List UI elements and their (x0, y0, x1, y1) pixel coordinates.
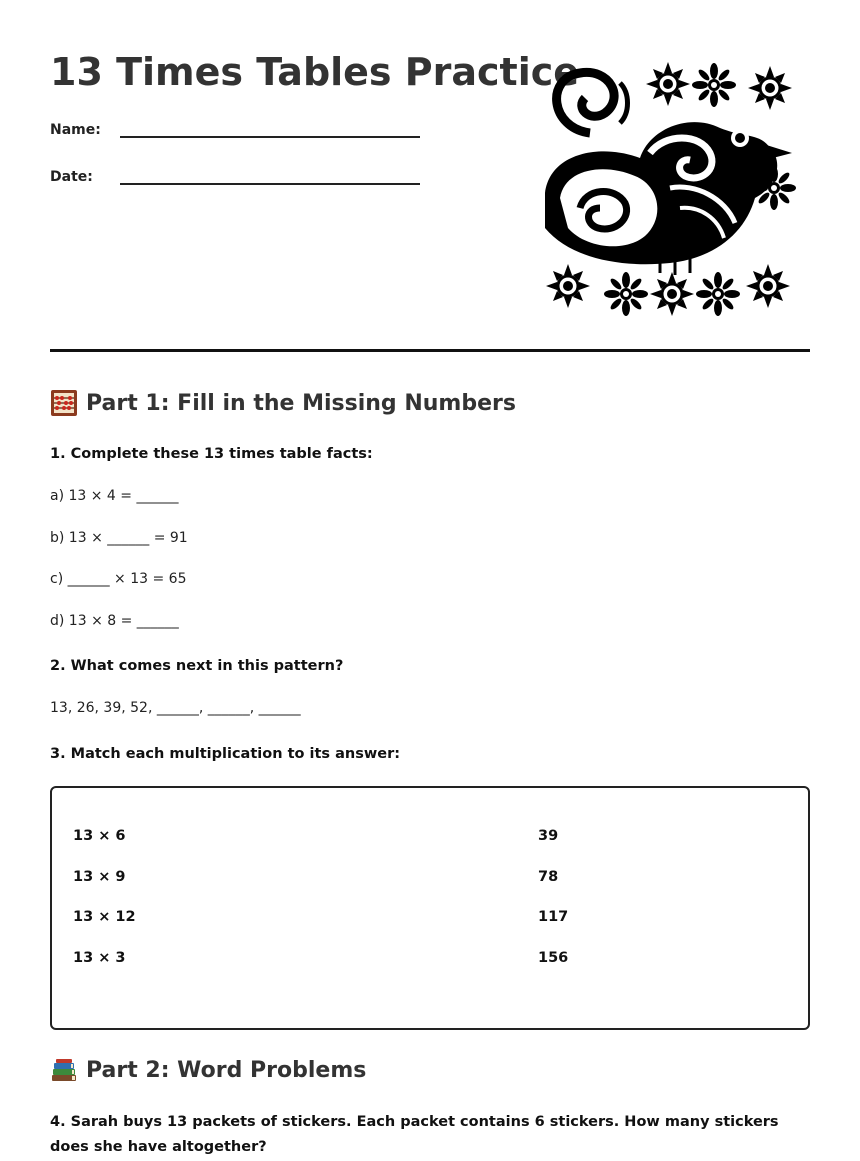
page-title: 13 Times Tables Practice (50, 50, 580, 94)
match-right-item[interactable]: 117 (538, 909, 569, 925)
question-3: 3. Match each multiplication to its answer: (50, 746, 401, 762)
question-1-item-d[interactable]: d) 13 × 8 = ______ (50, 613, 179, 629)
question-2-pattern[interactable]: 13, 26, 39, 52, ______, ______, ______ (50, 700, 301, 716)
name-field (50, 122, 101, 138)
question-1-item-b[interactable]: b) 13 × ______ = 91 (50, 530, 188, 546)
abacus-icon (50, 389, 78, 417)
name-blank-line[interactable] (120, 136, 420, 138)
match-right-item[interactable]: 156 (538, 950, 569, 966)
part1-heading (50, 389, 516, 417)
question-1-item-c[interactable]: c) ______ × 13 = 65 (50, 571, 187, 587)
question-4: 4. Sarah buys 13 packets of stickers. Each packet contains 6 stickers. How many stickers does she have altogether? (50, 1114, 779, 1155)
decorative-bird-illustration (530, 58, 810, 323)
question-1: 1. Complete these 13 times table facts: (50, 446, 373, 462)
name-label: Name: (50, 122, 101, 138)
date-label: Date: (50, 169, 93, 185)
question-1-item-a[interactable]: a) 13 × 4 = ______ (50, 488, 179, 504)
match-left-item[interactable]: 13 × 6 (73, 828, 126, 844)
match-left-item[interactable]: 13 × 9 (73, 869, 126, 885)
match-right-item[interactable]: 39 (538, 828, 559, 844)
part1-heading-text: Part 1: Fill in the Missing Numbers (86, 390, 516, 416)
part2-heading (50, 1056, 366, 1084)
section-divider (50, 349, 810, 352)
books-icon (50, 1056, 78, 1084)
date-blank-line[interactable] (120, 183, 420, 185)
matching-box (50, 786, 810, 1030)
match-right-item[interactable]: 78 (538, 869, 559, 885)
match-left-item[interactable]: 13 × 3 (73, 950, 126, 966)
date-field (50, 169, 93, 185)
match-left-item[interactable]: 13 × 12 (73, 909, 136, 925)
part2-heading-text: Part 2: Word Problems (86, 1057, 367, 1083)
question-2: 2. What comes next in this pattern? (50, 658, 344, 674)
